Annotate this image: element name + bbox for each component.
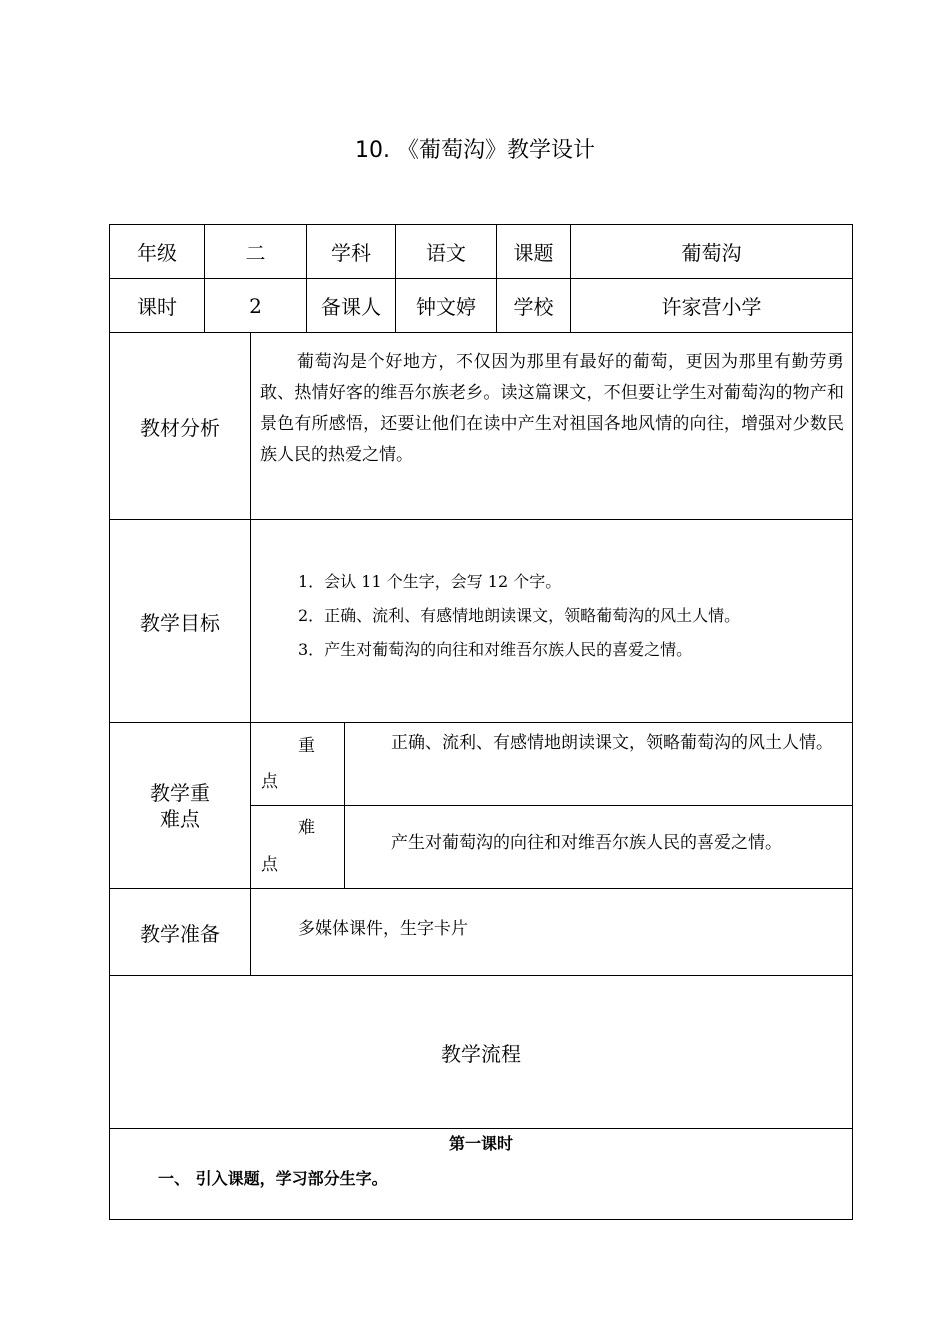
flow-step-1: 一、 引入课题，学习部分生字。 bbox=[158, 1169, 388, 1188]
prep-label: 教学准备 bbox=[140, 921, 220, 946]
key-points-label-line1: 教学重 bbox=[150, 780, 210, 805]
goal-item: 1．会认 11 个生字，会写 12 个字。 bbox=[298, 572, 562, 591]
key-points-label bbox=[110, 723, 250, 888]
page-title: 10. 《葡萄沟》教学设计 bbox=[355, 138, 595, 163]
analysis-label: 教材分析 bbox=[140, 415, 220, 440]
teacher-value: 钟文婷 bbox=[416, 295, 476, 319]
focus-label-1: 重 bbox=[298, 736, 315, 756]
goal-item: 3．产生对葡萄沟的向往和对维吾尔族人民的喜爱之情。 bbox=[298, 640, 693, 659]
topic-label: 课题 bbox=[513, 241, 554, 265]
grade-value: 二 bbox=[245, 241, 266, 265]
subject-label: 学科 bbox=[331, 241, 371, 265]
school-label: 学校 bbox=[513, 295, 554, 319]
difficulty-text: 产生对葡萄沟的向往和对维吾尔族人民的喜爱之情。 bbox=[391, 833, 782, 853]
school-value: 许家营小学 bbox=[661, 295, 762, 319]
hours-value: 2 bbox=[249, 293, 262, 318]
subject-value: 语文 bbox=[426, 241, 466, 265]
analysis-text: 葡萄沟是个好地方，不仅因为那里有最好的葡萄，更因为那里有勤劳勇敢、热情好客的维吾尔族老乡。读这篇课文，不但要让学生对葡萄沟的物产和景色有所感悟，还要让他们在读中产生对祖国各地风情的向往，增强对少数民族人民的热爱之情。 bbox=[260, 352, 844, 465]
topic-value: 葡萄沟 bbox=[681, 241, 742, 265]
difficulty-label-2: 点 bbox=[261, 855, 278, 875]
focus-text: 正确、流利、有感情地朗读课文，领略葡萄沟的风土人情。 bbox=[391, 733, 833, 753]
hours-label: 课时 bbox=[137, 295, 177, 319]
grade-label: 年级 bbox=[137, 241, 177, 265]
flow-label: 教学流程 bbox=[441, 1041, 521, 1066]
focus-label-2: 点 bbox=[261, 772, 278, 792]
goals-label: 教学目标 bbox=[140, 610, 220, 635]
prep-text: 多媒体课件，生字卡片 bbox=[298, 919, 468, 939]
key-points-label-line2: 难点 bbox=[160, 806, 200, 831]
lesson-title: 第一课时 bbox=[448, 1134, 513, 1153]
difficulty-label-1: 难 bbox=[298, 818, 315, 838]
goal-item: 2．正确、流利、有感情地朗读课文，领略葡萄沟的风土人情。 bbox=[298, 606, 741, 625]
teacher-label: 备课人 bbox=[321, 295, 381, 319]
